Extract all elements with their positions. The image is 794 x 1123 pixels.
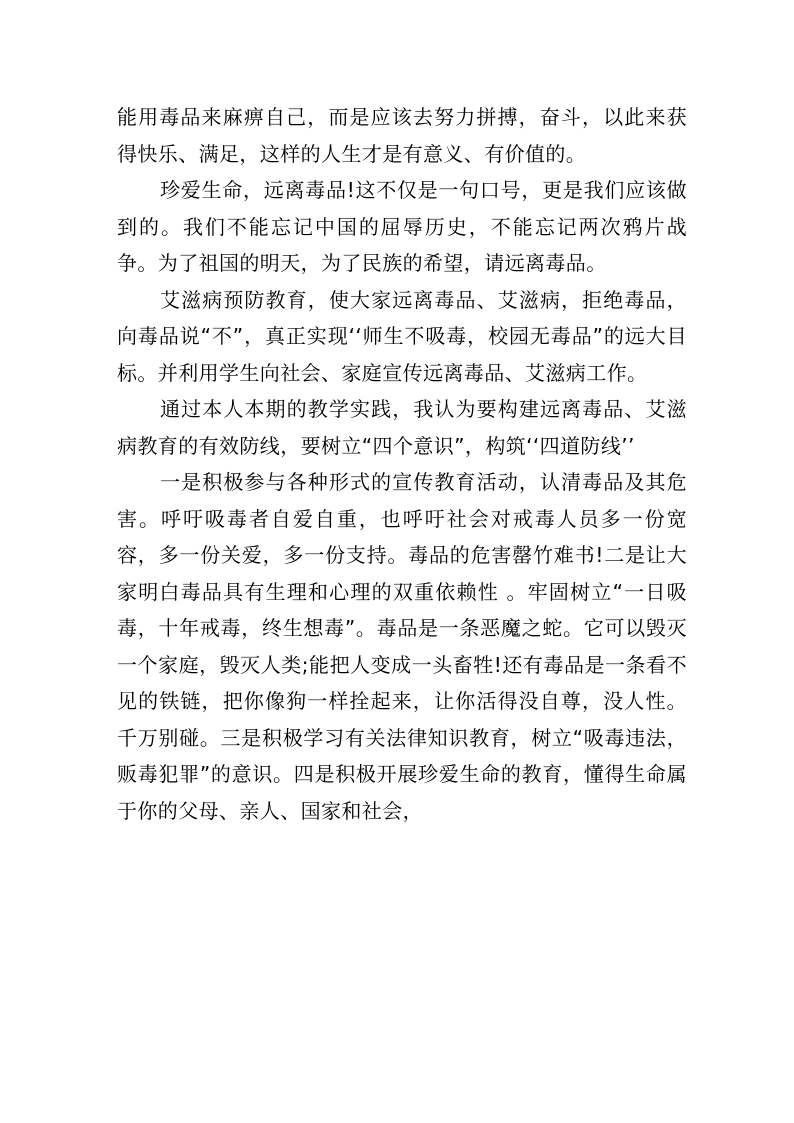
paragraph: 珍爱生命，远离毒品!这不仅是一句口号，更是我们应该做到的。我们不能忘记中国的屈辱历史，不能忘记两次鸦片战争。为了祖国的明天，为了民族的希望，请远离毒品。	[117, 178, 687, 275]
document-body	[117, 99, 687, 829]
paragraph: 艾滋病预防教育，使大家远离毒品、艾滋病，拒绝毒品，向毒品说“不”，真正实现‘‘师生不吸毒，校园无毒品”的远大目标。并利用学生向社会、家庭宣传远离毒品、艾滋病工作。	[117, 287, 687, 385]
paragraph: 通过本人本期的教学实践，我认为要构建远离毒品、艾滋病教育的有效防线，要树立“四个意识”，构筑‘‘四道防线’’	[117, 397, 687, 458]
paragraph: 能用毒品来麻痹自己，而是应该去努力拼搏，奋斗，以此来获得快乐、满足，这样的人生才是有意义、有价值的。	[117, 105, 687, 166]
paragraph: 一是积极参与各种形式的宣传教育活动，认清毒品及其危害。呼吁吸毒者自爱自重，也呼吁社会对戒毒人员多一份宽容，多一份关爱，多一份支持。毒品的危害罄竹难书!二是让大家明白毒品具有生理和心理的双重依赖性 。牢固树立“一日吸毒，十年戒毒，终生想毒”。毒品是一条恶魔之蛇。它可以毁灭一个家庭，毁灭人类;能把人变成一头畜牲!还有毒品是一条看不见的铁链，把你像狗一样拴起来，让你活得没自尊，没人性。千万别碰。三是积极学习有关法律知识教育，树立“吸毒违法，贩毒犯罪”的意识。四是积极开展珍爱生命的教育，懂得生命属于你的父母、亲人、国家和社会，	[117, 470, 687, 823]
